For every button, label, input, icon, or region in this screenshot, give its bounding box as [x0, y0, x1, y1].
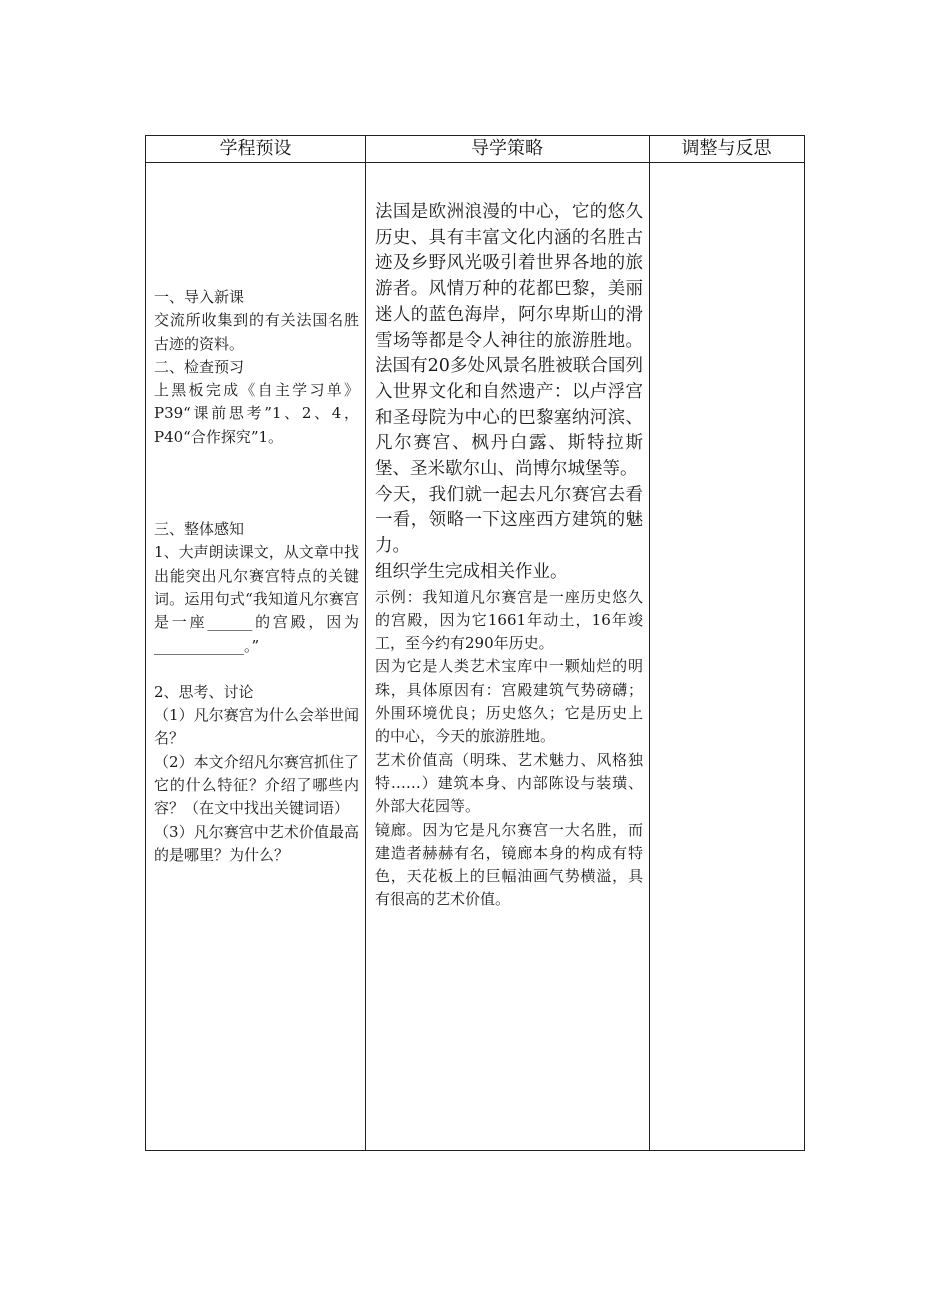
section-intro-title: 一、导入新课 — [154, 288, 245, 306]
famous-reason-paragraph: 因为它是人类艺术宝库中一颗灿烂的明珠，具体原因有：宫殿建筑气势磅礴；外围环境优良；历史悠久；它是历史上的中心，今天的旅游胜地。 — [375, 657, 643, 746]
section-preview-title: 二、检查预习 — [154, 357, 245, 376]
lesson-plan-table — [145, 135, 805, 1151]
france-intro-paragraph: 法国是欧洲浪漫的中心，它的悠久历史、具有丰富文化内涵的名胜古迹及乡野风光吸引着世界各地的旅游者。风情万种的花都巴黎，美丽迷人的蓝色海岸，阿尔卑斯山的滑雪场等都是令人神往的旅游胜地。法国有20多处风景名胜被联合国列入世界文化和自然遗产：以卢浮宫和圣母院为中心的巴黎塞纳河滨、凡尔赛宫、枫丹白露、斯特拉斯堡、圣米歇尔山、尚博尔城堡等。 — [375, 202, 643, 480]
guide-strategy-column — [375, 200, 643, 912]
header-adjust-reflect: 调整与反思 — [681, 138, 772, 159]
question-2: （2）本文介绍凡尔赛宫抓住了它的什么特征？介绍了哪些内容？（在文中找出关键词语） — [154, 752, 359, 818]
column-divider — [365, 136, 366, 1150]
column-divider — [649, 136, 650, 1150]
art-value-paragraph: 艺术价值高（明珠、艺术魅力、风格独特……）建筑本身、内部陈设与装璜、外部大花园等。 — [375, 750, 643, 816]
section-overall-title: 三、整体感知 — [154, 520, 245, 539]
header-guide-strategy: 导学策略 — [471, 138, 543, 159]
hall-of-mirrors-paragraph: 镜廊。因为它是凡尔赛宫一大名胜，而建造者赫赫有名，镜廊本身的构成有特色，天花板上的巨幅油画气势横溢，具有很高的艺术价值。 — [375, 820, 643, 909]
example-answer-paragraph: 示例：我知道凡尔赛宫是一座历史悠久的宫殿，因为它1661年动土，16年竣工，至今约有290年历史。 — [375, 587, 643, 653]
section-intro-text: 交流所收集到的有关法国名胜古迹的资料。 — [154, 311, 359, 353]
learning-preset-column — [154, 286, 359, 867]
question-3: （3）凡尔赛宫中艺术价值最高的是哪里？为什么？ — [154, 822, 359, 864]
homework-paragraph: 组织学生完成相关作业。 — [375, 561, 568, 582]
today-visit-paragraph: 今天，我们就一起去凡尔赛宫去看一看，领略一下这座西方建筑的魅力。 — [375, 484, 643, 557]
section-discuss-title: 2、思考、讨论 — [154, 682, 254, 701]
header-learning-preset: 学程预设 — [219, 138, 292, 159]
header-divider — [146, 162, 804, 163]
section-preview-text: 上黑板完成《自主学习单》 P39“课前思考”1、2、4，P40“合作探究”1。 — [154, 381, 359, 446]
section-overall-text: 1、大声朗读课文，从文章中找出能突出凡尔赛宫特点的关键词。运用句式“我知道凡尔赛宫是一座______的宫殿，因为____________。” — [154, 543, 359, 655]
question-1: （1）凡尔赛宫为什么会举世闻名？ — [154, 706, 359, 748]
